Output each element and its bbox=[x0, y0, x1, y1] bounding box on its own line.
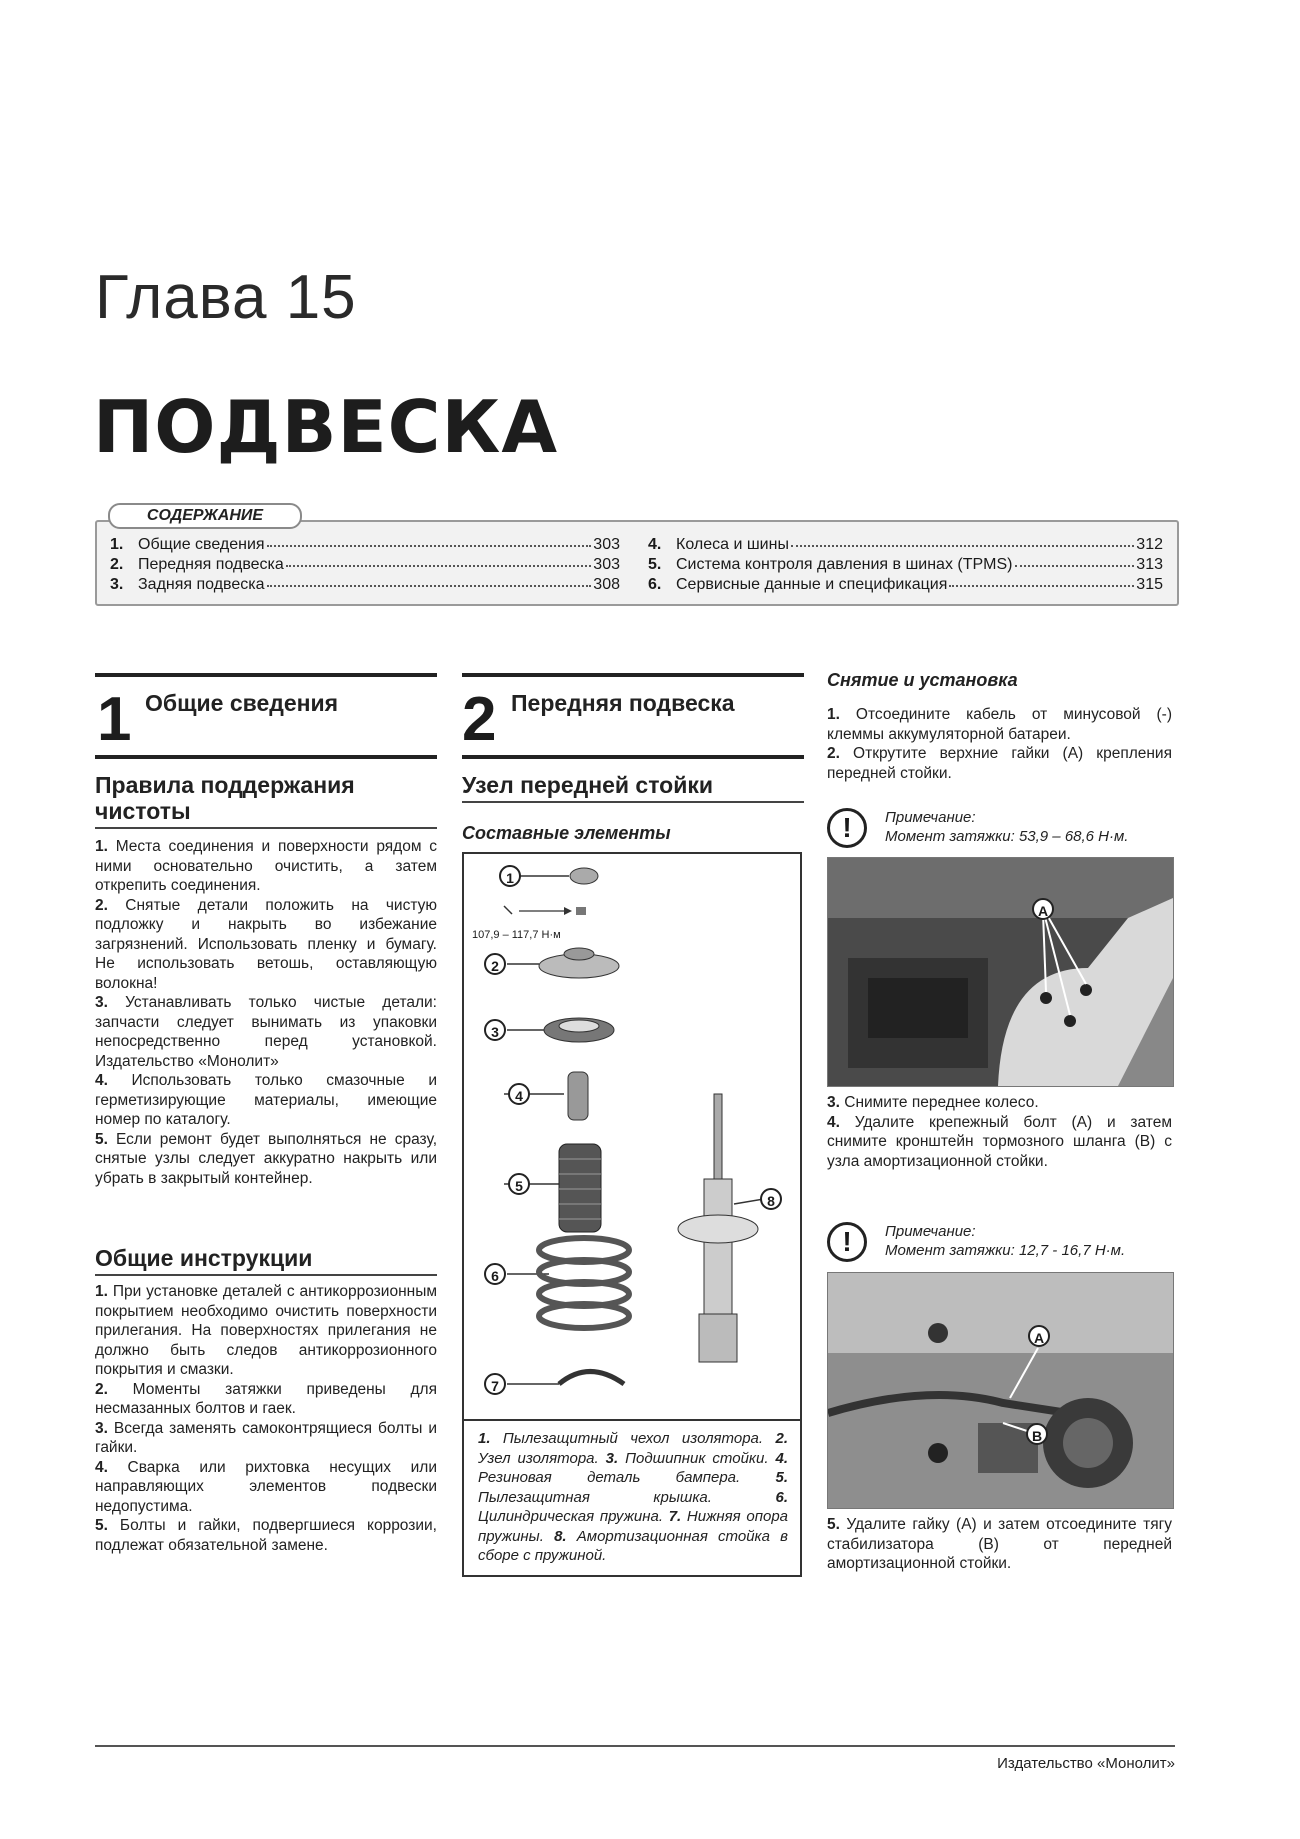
toc-item[interactable]: 6. Сервисные данные и спецификация 315 bbox=[648, 576, 1163, 593]
list-item: 3. Всегда заменять самоконтрящиеся болты и гайки. bbox=[95, 1419, 437, 1456]
warning-icon: ! bbox=[827, 1222, 867, 1262]
list-item: 3. Устанавливать только чистые детали: запчасти следует вынимать из упаковки непосредственно перед установкой. Издательство «Монолит» bbox=[95, 994, 437, 1070]
list-item: 2. Моменты затяжки приведены для несмазанных болтов и гаек. bbox=[95, 1380, 437, 1417]
photo-brake-hose-bracket bbox=[827, 1272, 1174, 1509]
callout-3: 3 bbox=[484, 1019, 506, 1041]
toc-item[interactable]: 1. Общие сведения 303 bbox=[110, 536, 620, 553]
list-item: 1. Отсоедините кабель от минусовой (-) клеммы аккумуляторной батареи. bbox=[827, 706, 1172, 743]
chapter-label: Глава 15 bbox=[95, 263, 357, 332]
removal-heading: Снятие и установка bbox=[827, 670, 1018, 690]
list-item: 4. Удалите крепежный болт (A) и затем снимите кронштейн тормозного шланга (B) с узла амортизационной стойки. bbox=[827, 1113, 1172, 1170]
components-diagram bbox=[462, 852, 802, 1577]
photo-callout-a: A bbox=[1032, 898, 1054, 920]
removal-steps-c bbox=[827, 1515, 1172, 1574]
components-caption: 1. Пылезащитный чехол изолятора. 2. Узел изолятора. 3. Подшипник стойки. 4. Резиновая деталь бампера. 5. Пылезащитная крышка. 6. Цилиндрическая пружина. 7. Нижняя опора пружины. 8. Амортизационная стойка в сборе с пружиной. bbox=[478, 1430, 789, 1564]
engine-bay-photo bbox=[828, 858, 1173, 1086]
section-rule bbox=[462, 673, 804, 677]
section-title: Общие сведения bbox=[145, 690, 339, 716]
list-item: 1. Места соединения и поверхности рядом с ними основательно очистить, а затем открепить соединения. bbox=[95, 838, 437, 894]
section-rule bbox=[95, 755, 437, 759]
callout-5: 5 bbox=[508, 1173, 530, 1195]
wheel-hub-photo bbox=[828, 1273, 1173, 1508]
subsection-rule bbox=[95, 1274, 437, 1276]
cleanliness-rules bbox=[95, 837, 437, 1188]
footer-publisher: Издательство «Монолит» bbox=[997, 1755, 1175, 1772]
list-item: 4. Сварка или рихтовка несущих или направляющих элементов подвески недопустима. bbox=[95, 1458, 437, 1515]
list-item: 5. Удалите гайку (A) и затем отсоедините тягу стабилизатора (B) от передней амортизационной стойки. bbox=[827, 1516, 1172, 1572]
photo-callout-b: B bbox=[1026, 1423, 1048, 1445]
subsection-heading: Узел передней стойки bbox=[462, 772, 714, 798]
chapter-title: ПОДВЕСКА bbox=[93, 385, 559, 469]
callout-7: 7 bbox=[484, 1373, 506, 1395]
list-item: 2. Снятые детали положить на чистую подложку и накрыть во избежание загрязнений. Использовать пленку и бумагу. Не использовать ветошь, оставляющую волокна! bbox=[95, 896, 437, 992]
subsection-rule bbox=[95, 827, 437, 829]
section-title: Передняя подвеска bbox=[511, 690, 735, 716]
subsection-heading: Общие инструкции bbox=[95, 1245, 313, 1271]
list-item: 2. Открутите верхние гайки (A) крепления передней стойки. bbox=[827, 745, 1172, 782]
section-rule bbox=[462, 755, 804, 759]
list-item: 5. Болты и гайки, подвергшиеся коррозии, подлежат обязательной замене. bbox=[95, 1517, 437, 1554]
subsection-rule bbox=[462, 801, 804, 803]
toc-item[interactable]: 4. Колеса и шины 312 bbox=[648, 536, 1163, 553]
list-item: 3. Снимите переднее колесо. bbox=[827, 1094, 1039, 1111]
callout-1: 1 bbox=[499, 865, 521, 887]
section-number: 2 bbox=[462, 685, 497, 754]
caption-divider bbox=[464, 1419, 800, 1421]
warning-icon: ! bbox=[827, 808, 867, 848]
note-torque-2: Примечание: Момент затяжки: 12,7 - 16,7 Н·м. bbox=[885, 1223, 1126, 1259]
callout-4: 4 bbox=[508, 1083, 530, 1105]
list-item: 4. Использовать только смазочные и герметизирующие материалы, имеющие номер по каталогу. bbox=[95, 1072, 437, 1128]
general-instructions bbox=[95, 1282, 437, 1555]
list-item: 5. Если ремонт будет выполняться не сразу, снятые узлы следует аккуратно накрыть или убрать в закрытый контейнер. bbox=[95, 1130, 437, 1187]
callout-2: 2 bbox=[484, 953, 506, 975]
footer-rule bbox=[95, 1745, 1175, 1747]
toc-item[interactable]: 2. Передняя подвеска 303 bbox=[110, 556, 620, 573]
toc-heading: СОДЕРЖАНИЕ bbox=[108, 503, 302, 529]
toc-item[interactable]: 3. Задняя подвеска 308 bbox=[110, 576, 620, 593]
removal-steps-b bbox=[827, 1093, 1172, 1171]
note-torque-1: Примечание: Момент затяжки: 53,9 – 68,6 Н·м. bbox=[885, 809, 1129, 845]
photo-strut-top-nuts bbox=[827, 857, 1174, 1087]
callout-6: 6 bbox=[484, 1263, 506, 1285]
section-rule bbox=[95, 673, 437, 677]
removal-steps-a bbox=[827, 705, 1172, 783]
torque-label: 107,9 – 117,7 Н·м bbox=[472, 929, 561, 941]
photo-callout-a: A bbox=[1028, 1325, 1050, 1347]
components-heading: Составные элементы bbox=[462, 823, 671, 843]
subsection-heading: Правила поддержания чистоты bbox=[95, 772, 355, 824]
callout-8: 8 bbox=[760, 1188, 782, 1210]
section-number: 1 bbox=[97, 685, 132, 754]
toc-item[interactable]: 5. Система контроля давления в шинах (TPMS) 313 bbox=[648, 556, 1163, 573]
list-item: 1. При установке деталей с антикоррозионным покрытием необходимо очистить поверхности прилегания. На поверхностях прилегания не должно быть следов антикоррозионного покрытия и смазки. bbox=[95, 1283, 437, 1378]
